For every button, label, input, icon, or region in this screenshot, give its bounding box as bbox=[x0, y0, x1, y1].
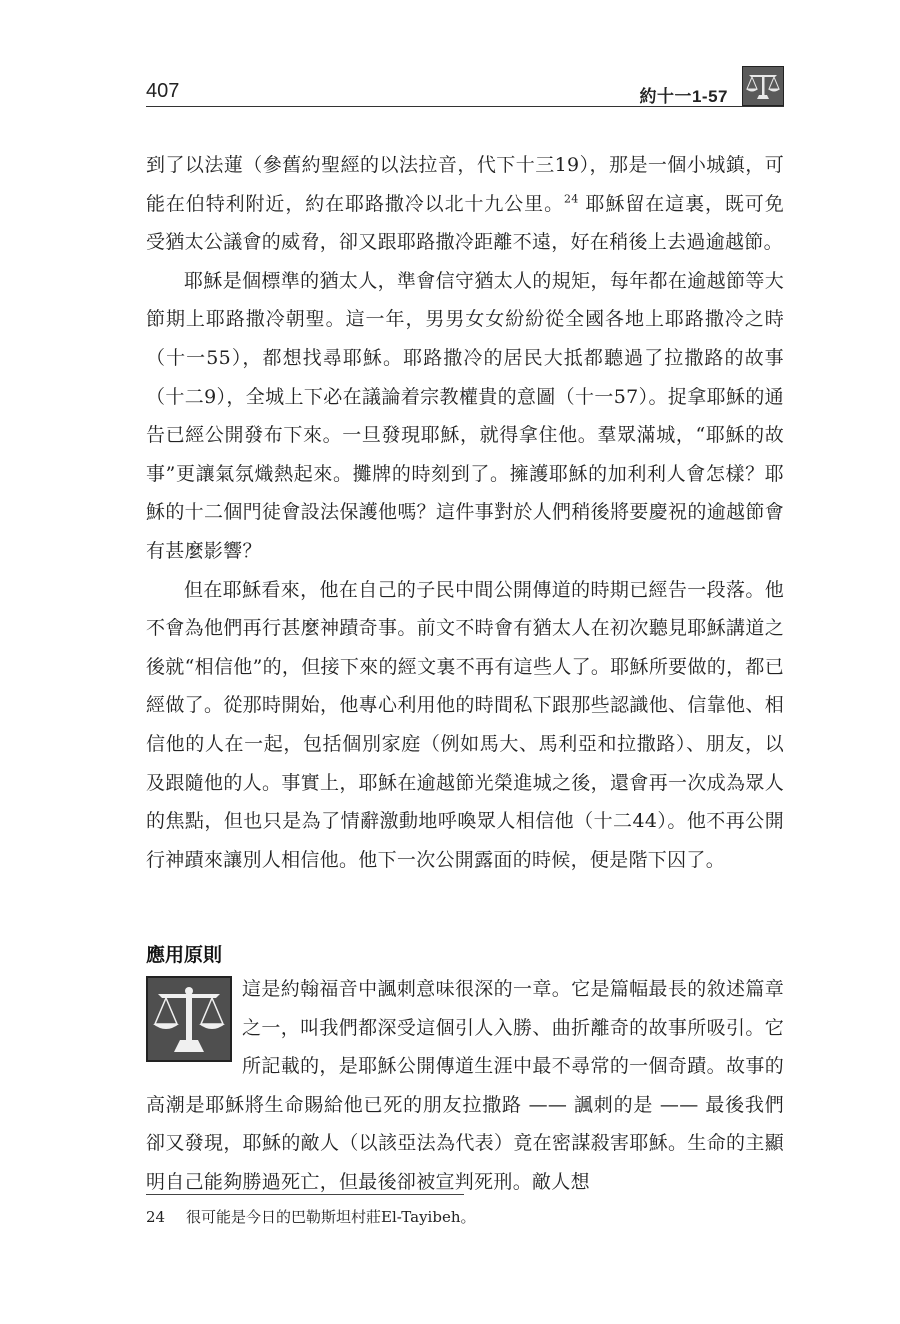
footnote-number: 24 bbox=[146, 1208, 166, 1226]
paragraph-1 bbox=[146, 146, 784, 262]
page-number: 407 bbox=[146, 80, 180, 102]
scales-of-justice-icon bbox=[146, 976, 232, 1062]
scales-of-justice-icon bbox=[742, 66, 784, 106]
paragraph-2: 耶穌是個標準的猶太人，準會信守猶太人的規矩，每年都在逾越節等大節期上耶路撒冷朝聖。這一年，男男女女紛紛從全國各地上耶路撒冷之時（十一55），都想找尋耶穌。耶路撒冷的居民大抵都聽過了拉撒路的故事（十二9），全城上下必在議論着宗教權貴的意圖（十一57）。捉拿耶穌的通告已經公開發布下來。一旦發現耶穌，就得拿住他。羣眾滿城，“耶穌的故事”更讓氣氛熾熱起來。攤牌的時刻到了。擁護耶穌的加利利人會怎樣？耶穌的十二個門徒會設法保護他嗎？這件事對於人們稍後將要慶祝的逾越節會有甚麼影響？ bbox=[146, 269, 784, 562]
apply-paragraph: 這是約翰福音中諷刺意味很深的一章。它是篇幅最長的敘述篇章之一，叫我們都深受這個引人入勝、曲折離奇的故事所吸引。它所記載的，是耶穌公開傳道生涯中最不尋常的一個奇蹟。故事的高潮是耶穌將生命賜給他已死的朋友拉撒路 —— 諷刺的是 —— 最後我們卻又發現，耶穌的敵人（以該亞法為代表）竟在密謀殺害耶穌。生命的主顯明自己能夠勝過死亡，但最後卻被宣判死刑。敵人想 bbox=[146, 978, 784, 1193]
header-rule bbox=[146, 106, 784, 107]
paragraph-1-text-a: 到了以法蓮（參舊約聖經的以法拉音，代下十三19），那是一個小城鎮，可能在伯特利附近，約在耶路撒冷以北十九公里。 bbox=[146, 154, 784, 215]
apply-section bbox=[146, 970, 784, 1202]
running-head: 約十一1-57 bbox=[639, 87, 728, 106]
footnote-text: 很可能是今日的巴勒斯坦村莊El-Tayibeh。 bbox=[186, 1208, 476, 1226]
footnote-ref: 24 bbox=[564, 192, 579, 206]
footnote-rule bbox=[146, 1194, 464, 1195]
paragraph-1-text-b: 耶穌留在這裏，既可免受猶太公議會的威脅，卻又跟耶路撒冷距離不遠，好在稍後上去過逾越節。 bbox=[146, 192, 784, 254]
section-title: 應用原則 bbox=[146, 944, 223, 966]
page-header bbox=[146, 66, 784, 110]
paragraph-3: 但在耶穌看來，他在自己的子民中間公開傳道的時期已經告一段落。他不會為他們再行甚麼神蹟奇事。前文不時會有猶太人在初次聽見耶穌講道之後就“相信他”的，但接下來的經文裏不再有這些人了。耶穌所要做的，都已經做了。從那時開始，他專心利用他的時間私下跟那些認識他、信靠他、相信他的人在一起，包括個別家庭（例如馬大、馬利亞和拉撒路）、朋友，以及跟隨他的人。事實上，耶穌在逾越節光榮進城之後，還會再一次成為眾人的焦點，但也只是為了情辭激動地呼喚眾人相信他（十二44）。他不再公開行神蹟來讓別人相信他。他下一次公開露面的時候，便是階下囚了。 bbox=[146, 578, 784, 871]
footnote bbox=[146, 1206, 475, 1227]
body-text bbox=[146, 146, 784, 879]
